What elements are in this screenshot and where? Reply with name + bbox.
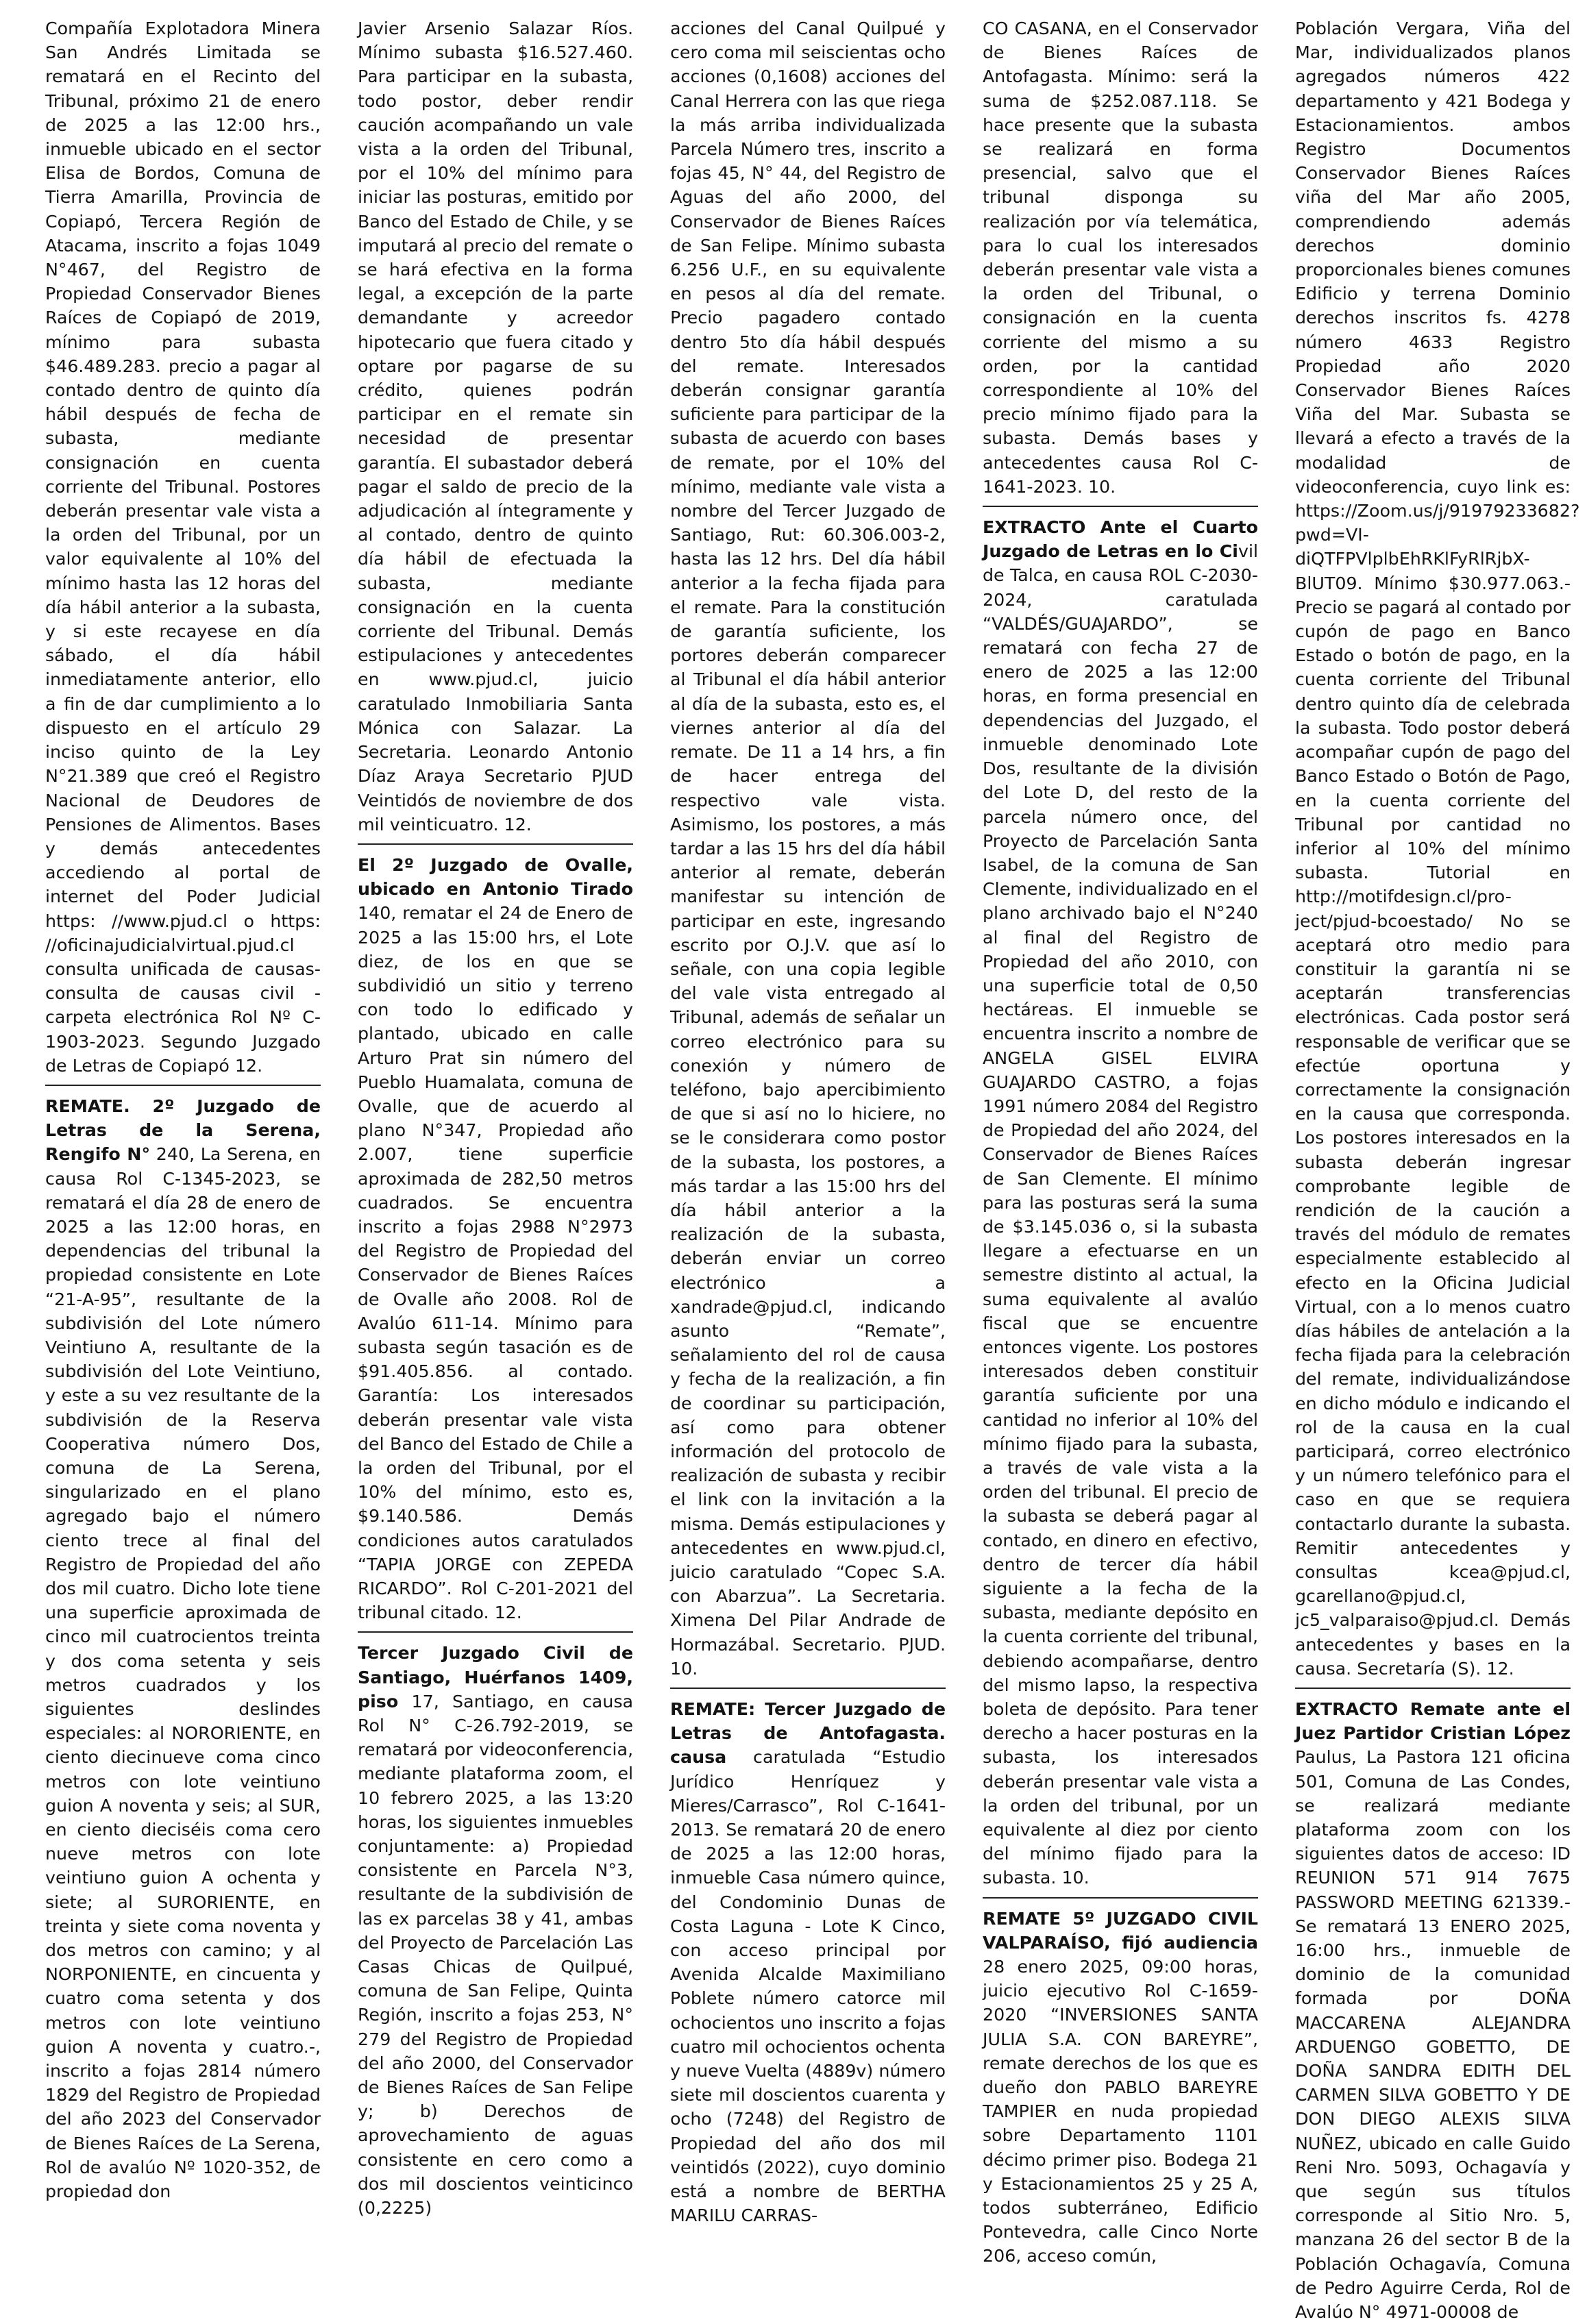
notice-heading: El 2º Juzgado de Ovalle, ubicado en Antonio Tirado — [358, 854, 633, 900]
notice-body: Población Vergara, Viña del Mar, individualizados planos agregados números 422 departamento y 421 Bodega y Estacionamientos. ambos Registro Documentos Conservador Bienes Raíces viña del Mar año 2005, comprendiendo además derechos dominio proporcionales bienes comunes Edificio y terrena Dominio derechos inscritos fs. 4278 número 4633 Registro Propiedad año 2020 Conservador Bienes Raíces Viña del Mar. Subasta se llevará a efecto a través de la modalidad de videoconferencia, cuyo link es: https://Zoom.us/j/91979233682?pwd=VI-diQTFPVlplbEhRKlFyRlRjbX-BlUT09. Mínimo $30.977.063.- Precio se pagará al contado por cupón de pago en Banco Estado o botón de pago, en la cuenta corriente del Tribunal dentro quinto día de celebrada la subasta. Todo postor deberá acompañar cupón de pago del Banco Estado o Botón de Pago, en la cuenta corriente del Tribunal por cantidad no inferior al 10% del mínimo subasta. Tutorial en http://motifdesign.cl/pro-ject/pjud-bcoestado/ No se aceptará otro medio para constituir la garantía ni se aceptarán transferencias electrónicas. Cada postor será responsable de verificar que se efectúe oportuna y correctamente la consignación en la causa que corresponda. Los postores interesados en la subasta deberán ingresar comprobante legible de rendición de la caución a través del módulo de remates especialmente establecido al efecto en la Oficina Judicial Virtual, con a lo menos cuatro días hábiles de antelación a la fecha fijada para la celebración del remate, individualizándose en dicho módulo e indicando el rol de la causa en la cual participará, correo electrónico y un número telefónico para el caso en que se requiera contactarlo durante la subasta. Remitir antecedentes y consultas kcea@pjud.cl, gcarellano@pjud.cl, jc5_valparaiso@pjud.cl. Demás antecedentes y bases en la causa. Secretaría (S). 12. — [1295, 18, 1580, 1679]
divider — [983, 506, 1258, 507]
notice-santiago-continued — [670, 16, 946, 1681]
notice-heading: EXTRACTO Remate ante el Juez Partidor Cristian López — [1295, 1699, 1571, 1744]
divider — [358, 843, 633, 845]
notice-antofagasta-continued — [983, 16, 1258, 499]
column-4 — [983, 16, 1258, 2266]
notice-ovalle — [358, 853, 633, 1625]
notice-salazar-continued — [358, 16, 633, 837]
divider — [983, 1897, 1258, 1899]
notice-heading: Tercer Juzgado Civil de Santiago, Huérfanos 1409, piso — [358, 1643, 633, 1711]
notice-body: 140, rematar el 24 de Enero de 2025 a las 15:00 hrs, el Lote diez, de los en que se subdividió un sitio y terreno con todo lo edificado y plantado, ubicado en calle Arturo Prat sin número del Pueblo Huamalata, comuna de Ovalle, que de acuerdo al plano N°347, Propiedad año 2.007, tiene superficie aproximada de 282,50 metros cuadrados. Se encuentra inscrito a fojas 2988 N°2973 del Registro de Propiedad del Conservador de Bienes Raíces de Ovalle año 2008. Rol de Avalúo 611-14. Mínimo para subasta según tasación es de $91.405.856. al contado. Garantía: Los interesados deberán presentar vale vista del Banco del Estado de Chile a la orden del Tribunal, por el 10% del mínimo, esto es, $9.140.586. Demás condiciones autos caratulados “TAPIA JORGE con ZEPEDA RICARDO”. Rol C-201-2021 del tribunal citado. 12. — [358, 903, 633, 1623]
notice-santiago — [358, 1641, 633, 2220]
notice-talca — [983, 515, 1258, 1890]
notice-body: vil de Talca, en causa ROL C-2030-2024, caratulada “VALDÉS/GUAJARDO”, se rematará con fecha 27 de enero de 2025 a las 12:00 horas, en forma presencial en dependencias del Juzgado, el inmueble denominado Lote Dos, resultante de la división del Lote D, del resto de la parcela número once, del Proyecto de Parcelación Santa Isabel, de la comuna de San Clemente, individualizado en el plano archivado bajo el N°240 al final del Registro de Propiedad del año 2010, con una superficie total de 0,50 hectáreas. El inmueble se encuentra inscrito a nombre de ANGELA GISEL ELVIRA GUAJARDO CASTRO, a fojas 1991 número 2084 del Registro de Propiedad del año 2024, del Conservador de Bienes Raíces de San Clemente. El mínimo para las posturas será la suma de $3.145.036 o, si la subasta llegare a efectuarse en un semestre distinto al actual, la suma equivalente al avalúo fiscal que se encuentre entonces vigente. Los postores interesados deben constituir garantía suficiente por una cantidad no inferior al 10% del mínimo fijado para la subasta, a través de vale vista a la orden del tribunal. El precio de la subasta se deberá pagar al contado, en dinero en efectivo, dentro de tercer día hábil siguiente a la fecha de la subasta, mediante depósito en la cuenta corriente del tribunal, debiendo acompañarse, dentro del mismo lapso, la respectiva boleta de depósito. Para tener derecho a hacer posturas en la subasta, los interesados deberán presentar vale vista a la orden del tribunal, por un equivalente al diez por ciento del mínimo fijado para la subasta. 10. — [983, 541, 1258, 1888]
notice-heading: REMATE 5º JUZGADO CIVIL VALPARAÍSO, fijó audiencia — [983, 1908, 1258, 1953]
divider — [45, 1085, 321, 1086]
notice-valparaiso — [983, 1907, 1258, 2269]
notice-heading: EXTRACTO Ante el Cuarto Juzgado de Letras en lo Ci — [983, 517, 1258, 562]
divider — [670, 1688, 946, 1689]
divider — [1295, 1688, 1571, 1689]
notice-copiapo — [45, 16, 321, 1078]
column-3 — [670, 16, 946, 2226]
newspaper-page — [45, 16, 1580, 2323]
notice-body: caratulada “Estudio Jurídico Henríquez y Mieres/Carrasco”, Rol C-1641-2013. Se rematará 20 de enero de 2025 a las 12:00 horas, inmueble Casa número quince, del Condominio Dunas de Costa Laguna - Lote K Cinco, con acceso principal por Avenida Alcalde Maximiliano Poblete número catorce mil ochocientos uno inscrito a fojas cuatro mil ochocientos ochenta y nueve Vuelta (4889v) número siete mil doscientos cuarenta y ocho (7248) del Registro de Propiedad del año dos mil veintidós (2022), cuyo dominio está a nombre de BERTHA MARILU CARRAS- — [670, 1747, 946, 2226]
column-5 — [1295, 16, 1580, 2323]
notice-antofagasta — [670, 1697, 946, 2227]
notice-body: Javier Arsenio Salazar Ríos. Mínimo subasta $16.527.460. Para participar en la subasta, todo postor, deber rendir caución acompañando un vale vista a la orden del Tribunal, por el 10% del mínimo para iniciar las posturas, emitido por Banco del Estado de Chile, y se imputará al precio del remate o se hará efectiva en la forma legal, a excepción de la parte demandante y acreedor hipotecario que fuera citado y optare por pagarse de su crédito, quienes podrán participar en el remate sin necesidad de presentar garantía. El subastador deberá pagar el saldo de precio de la adjudicación al íntegramente y al contado, dentro de quinto día hábil de efectuada la subasta, mediante consignación en la cuenta corriente del Tribunal. Demás estipulaciones y antecedentes en www.pjud.cl, juicio caratulado Inmobiliaria Santa Mónica con Salazar. La Secretaria. Leonardo Antonio Díaz Araya Secretario PJUD Veintidós de noviembre de dos mil veinticuatro. 12. — [358, 18, 633, 835]
notice-body: 28 enero 2025, 09:00 horas, juicio ejecutivo Rol C-1659-2020 “INVERSIONES SANTA JULIA S.A. CON BAREYRE”, remate derechos de los que es dueño don PABLO BAREYRE TAMPIER en nuda propiedad sobre Departamento 1101 décimo primer piso. Bodega 21 y Estacionamientos 25 y 25 A, todos subterráneo, Edificio Pontevedra, calle Cinco Norte 206, acceso común, — [983, 1957, 1258, 2266]
notice-body: Compañía Explotadora Minera San Andrés Limitada se rematará en el Recinto del Tribunal, próximo 21 de enero de 2025 a las 12:00 hrs., inmueble ubicado en el sector Elisa de Bordos, Comuna de Tierra Amarilla, Provincia de Copiapó, Tercera Región de Atacama, inscrito a fojas 1049 N°467, del Registro de Propiedad Conservador Bienes Raíces de Copiapó de 2019, mínimo para subasta $46.489.283. precio a pagar al contado dentro de quinto día hábil después de fecha de subasta, mediante consignación en cuenta corriente del Tribunal. Postores deberán presentar vale vista a la orden del Tribunal, por un valor equivalente al 10% del mínimo hasta las 12 horas del día hábil anterior a la subasta, y si este recayese en día sábado, el día hábil inmediatamente anterior, ello a fin de dar cumplimiento a lo dispuesto en el artículo 29 inciso quinto de la Ley N°21.389 que creó el Registro Nacional de Deudores de Pensiones de Alimentos. Bases y demás antecedentes accediendo al portal de internet del Poder Judicial https: //www.pjud.cl o https: //oficinajudicialvirtual.pjud.cl consulta unificada de causas- consulta de causas civil - carpeta electrónica Rol Nº C-1903-2023. Segundo Juzgado de Letras de Copiapó 12. — [45, 18, 321, 1076]
notice-valparaiso-continued — [1295, 16, 1580, 1681]
divider — [358, 1631, 633, 1633]
notice-la-serena — [45, 1094, 321, 2203]
column-1 — [45, 16, 321, 2202]
notice-heading: REMATE. 2º Juzgado de Letras de la Serena, Rengifo N° — [45, 1096, 321, 1165]
notice-heading: REMATE: Tercer Juzgado de Letras de Antofagasta. causa — [670, 1699, 946, 1768]
column-2 — [358, 16, 633, 2218]
notice-body: acciones del Canal Quilpué y cero coma mil seiscientas ocho acciones (0,1608) acciones del Canal Herrera con las que riega la más arriba individualizada Parcela Número tres, inscrito a fojas 45, N° 44, del Registro de Aguas del año 2000, del Conservador de Bienes Raíces de San Felipe. Mínimo subasta 6.256 U.F., en su equivalente en pesos al día del remate. Precio pagadero contado dentro 5to día hábil después del remate. Interesados deberán consignar garantía suficiente para participar de la subasta de acuerdo con bases de remate, por el 10% del mínimo, mediante vale vista a nombre del Tercer Juzgado de Santiago, Rut: 60.306.003-2, hasta las 12 hrs. Del día hábil anterior a la fecha fijada para el remate. Para la constitución de garantía suficiente, los portores deberán comparecer al Tribunal el día hábil anterior al día de la subasta, esto es, el viernes anterior al día del remate. De 11 a 14 hrs, a fin de hacer entrega del respectivo vale vista. Asimismo, los postores, a más tardar a las 15 hrs del día hábil anterior al remate, deberán manifestar su intención de participar en este, ingresando escrito por O.J.V. que así lo señale, con una copia legible del vale vista entregado al Tribunal, además de señalar un correo electrónico para su conexión y número de teléfono, bajo apercibimiento de que si así no lo hiciere, no se le considerara como postor de la subasta, los postores, a más tardar a las 15:00 hrs del día hábil anterior a la realización de la subasta, deberán enviar un correo electrónico a xandrade@pjud.cl, indicando asunto “Remate”, señalamiento del rol de causa y fecha de la realización, a fin de coordinar su participación, así como para obtener información del protocolo de realización de subasta y recibir el link con la invitación a la misma. Demás estipulaciones y antecedentes en www.pjud.cl, juicio caratulado “Copec S.A. con Abarzua”. La Secretaria. Ximena Del Pilar Andrade de Hormazábal. Secretario. PJUD. 10. — [670, 18, 946, 1679]
notice-body: 17, Santiago, en causa Rol N° C-26.792-2019, se rematará por videoconferencia, mediante plataforma zoom, el 10 febrero 2025, a las 13:20 horas, los siguientes inmuebles conjuntamente: a) Propiedad consistente en Parcela N°3, resultante de la subdivisión de las ex parcelas 38 y 41, ambas del Proyecto de Parcelación Las Casas Chicas de Quilpué, comuna de San Felipe, Quinta Región, inscrito a fojas 253, N° 279 del Registro de Propiedad del año 2000, del Conservador de Bienes Raíces de San Felipe y; b) Derechos de aprovechamiento de aguas consistente en cero como a dos mil doscientos veinticinco (0,2225) — [358, 1691, 633, 2218]
notice-juez-partidor — [1295, 1697, 1571, 2324]
notice-body: Paulus, La Pastora 121 oficina 501, Comuna de Las Condes, se realizará mediante plataforma zoom con los siguientes datos de acceso: ID REUNION 571 914 7675 PASSWORD MEETING 621339.- Se rematará 13 ENERO 2025, 16:00 hrs., inmueble de dominio de la comunidad formada por DOÑA MACCARENA ALEJANDRA ARDUENGO GOBETTO, DE DOÑA SANDRA EDITH DEL CARMEN SILVA GOBETTO Y DE DON DIEGO ALEXIS SILVA NUÑEZ, ubicado en calle Guido Reni Nro. 5093, Ochagavía y que según sus títulos corresponde al Sitio Nro. 5, manzana 26 del sector B de la Población Ochagavía, Comuna de Pedro Aguirre Cerda, Rol de Avalúo N° 4971-00008 de — [1295, 1747, 1571, 2323]
notice-body: 240, La Serena, en causa Rol C-1345-2023, se rematará el día 28 de enero de 2025 a las 12:00 horas, en dependencias del tribunal la propiedad consistente en Lote “21-A-95”, resultante de la subdivisión del Lote número Veintiuno A, resultante de la subdivisión del Lote Veintiuno, y este a su vez resultante de la subdivisión de la Reserva Cooperativa número Dos, comuna de La Serena, singularizado en el plano agregado bajo el número ciento trece al final del Registro de Propiedad del año dos mil cuatro. Dicho lote tiene una superficie aproximada de cinco mil cuatrocientos treinta y dos coma setenta y seis metros cuadrados y los siguientes deslindes especiales: al NORORIENTE, en ciento diecinueve coma cinco metros con lote veintiuno guion A noventa y seis; al SUR, en ciento dieciséis coma cero nueve metros con lote veintiuno guion A ochenta y siete; al SURORIENTE, en treinta y siete coma noventa y dos metros con camino; y al NORPONIENTE, en cincuenta y cuatro coma setenta y dos metros con lote veintiuno guion A noventa y cuatro.-, inscrito a fojas 2814 número 1829 del Registro de Propiedad del año 2023 del Conservador de Bienes Raíces de La Serena, Rol de avalúo Nº 1020-352, de propiedad don — [45, 1144, 321, 2202]
notice-body: CO CASANA, en el Conservador de Bienes Raíces de Antofagasta. Mínimo: será la suma de $252.087.118. Se hace presente que la subasta se realizará en forma presencial, salvo que el tribunal disponga su realización por vía telemática, para lo cual los interesados deberán presentar vale vista a la orden del Tribunal, o consignación en la cuenta corriente del mismo a su orden, por la cantidad correspondiente al 10% del precio mínimo fijado para la subasta. Demás bases y antecedentes causa Rol C-1641-2023. 10. — [983, 18, 1258, 497]
